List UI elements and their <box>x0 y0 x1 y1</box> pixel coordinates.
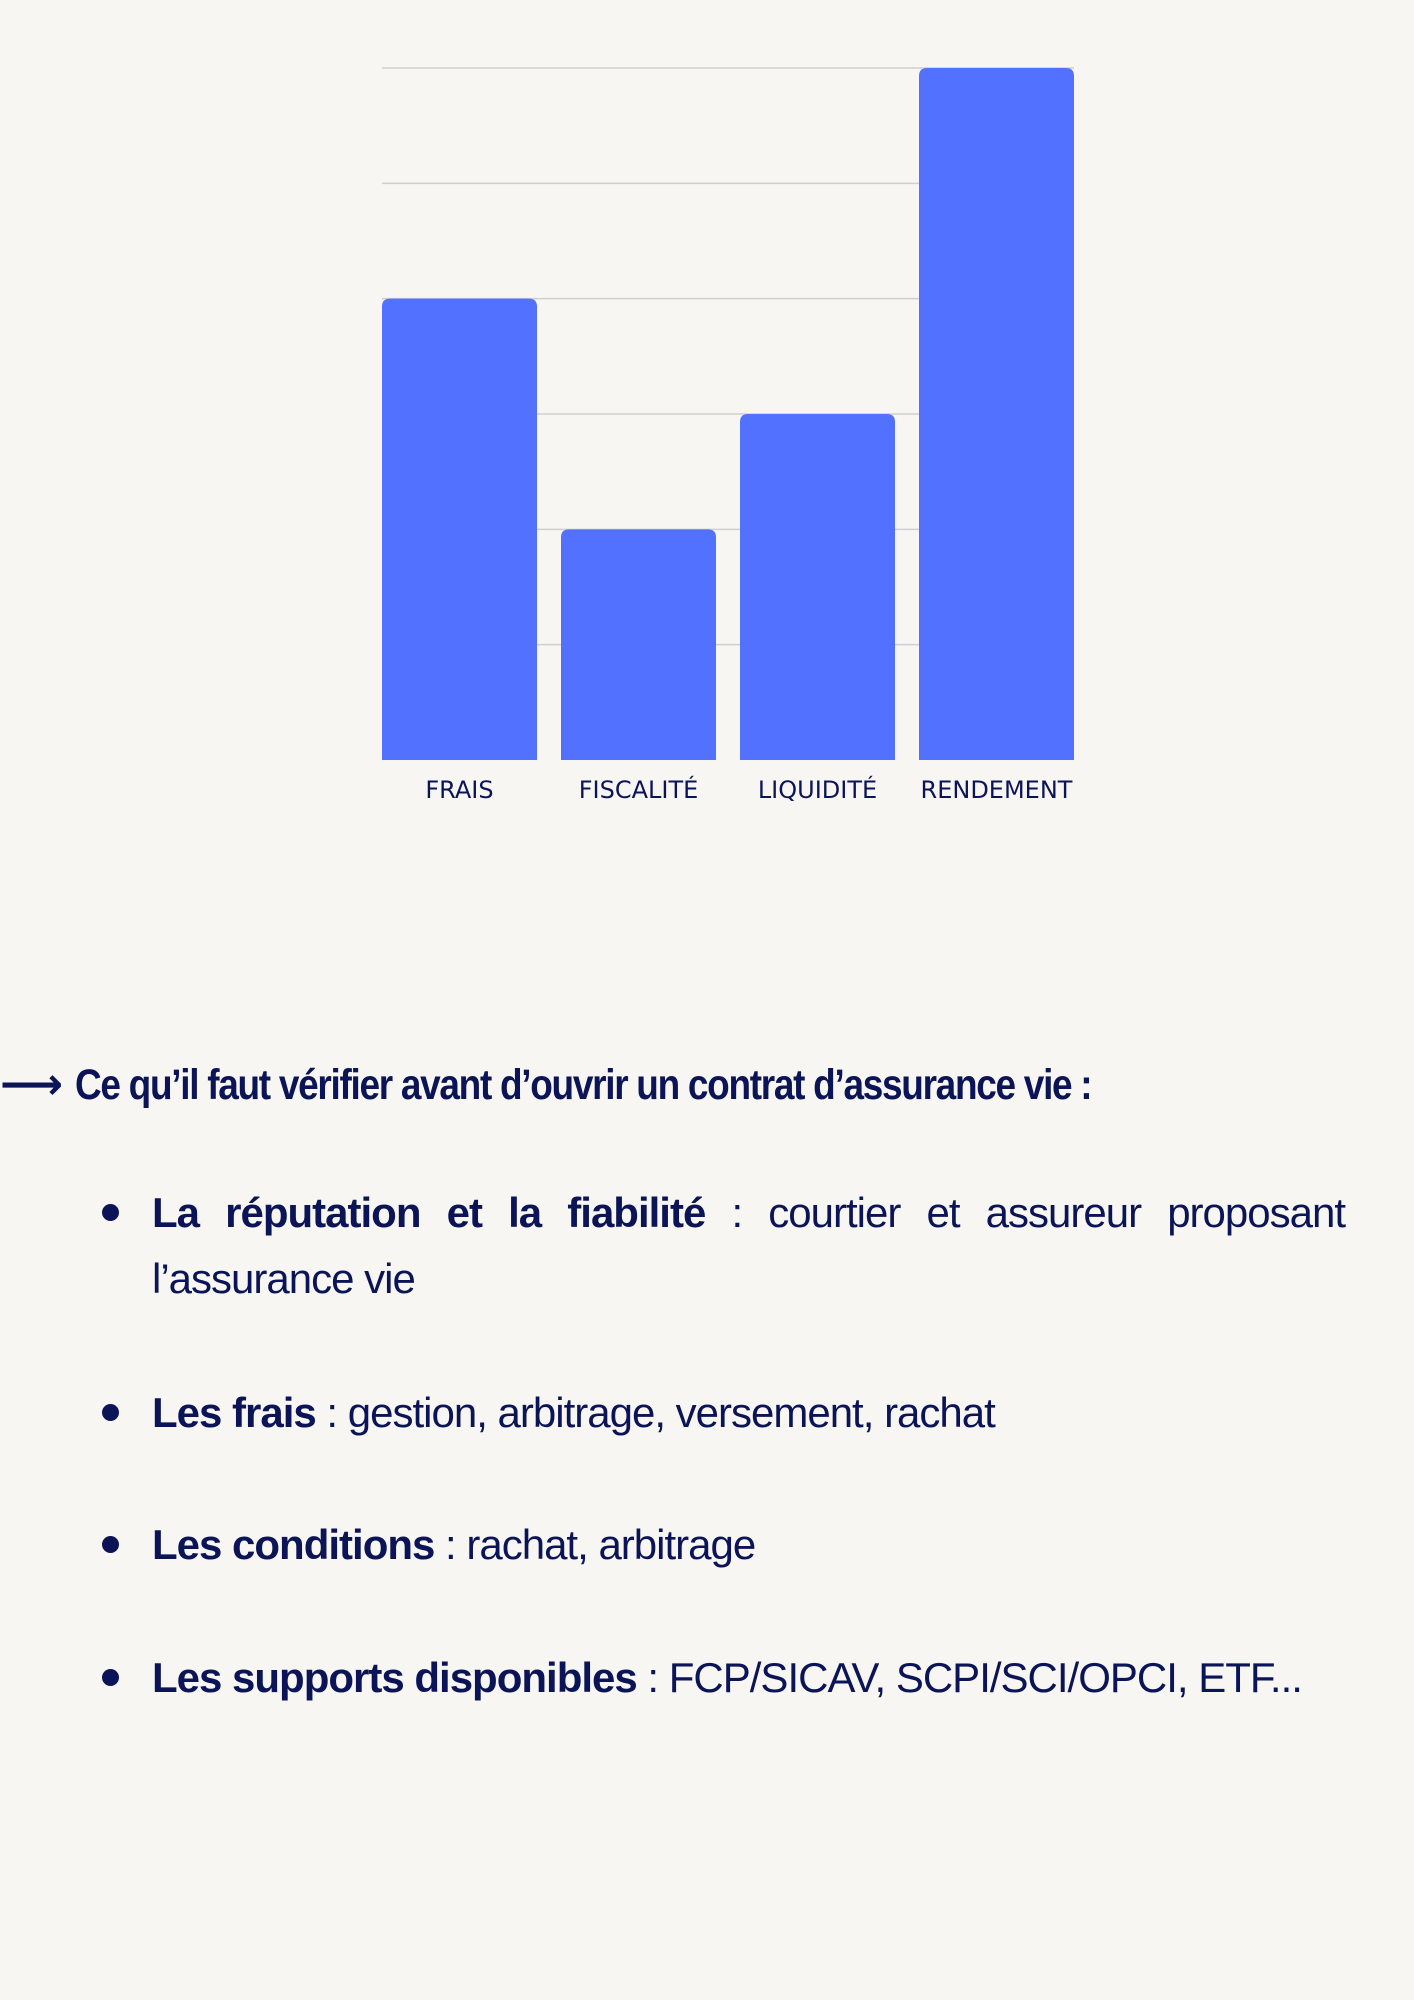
item-text: rachat, arbitrage <box>466 1521 756 1568</box>
bar-rendement <box>919 68 1074 760</box>
x-tick-label: FRAIS <box>425 776 494 804</box>
list-item <box>0 1512 1414 1578</box>
item-text: FCP/SICAV, SCPI/SCI/OPCI, ETF... <box>668 1654 1302 1701</box>
item-title: Les supports disponibles <box>152 1654 637 1701</box>
list-item <box>0 1380 1414 1446</box>
item-title: Les conditions <box>152 1521 435 1568</box>
section-heading <box>0 1055 1414 1115</box>
item-separator: : <box>636 1654 669 1701</box>
list-item <box>0 1645 1414 1711</box>
bullet-dot-icon <box>102 1669 119 1686</box>
bullet-dot-icon <box>102 1536 119 1553</box>
bar-fiscalité <box>561 529 716 760</box>
bullet-dot-icon <box>102 1204 119 1221</box>
x-tick-label: RENDEMENT <box>920 776 1073 804</box>
x-tick-label: LIQUIDITÉ <box>757 776 878 804</box>
arrow-right-icon: ⟶ <box>0 1059 64 1110</box>
item-title: La réputation et la fiabilité <box>152 1189 706 1236</box>
bar-chart <box>0 0 1414 860</box>
bar-frais <box>382 299 537 760</box>
item-text: gestion, arbitrage, versement, rachat <box>347 1389 995 1436</box>
item-separator: : <box>705 1189 769 1236</box>
item-text: courtier et assureur proposant l’assurance vie <box>152 1189 1346 1302</box>
heading-text: Ce qu’il faut vérifier avant d’ouvrir un contrat d’assurance vie : <box>75 1060 1092 1109</box>
bar-liquidité <box>740 414 895 760</box>
item-separator: : <box>315 1389 348 1436</box>
item-separator: : <box>434 1521 467 1568</box>
chart-x-labels <box>425 775 1072 804</box>
item-title: Les frais <box>152 1389 316 1436</box>
list-item <box>0 1180 1414 1312</box>
bullet-dot-icon <box>102 1404 119 1421</box>
x-tick-label: FISCALITÉ <box>578 776 699 804</box>
